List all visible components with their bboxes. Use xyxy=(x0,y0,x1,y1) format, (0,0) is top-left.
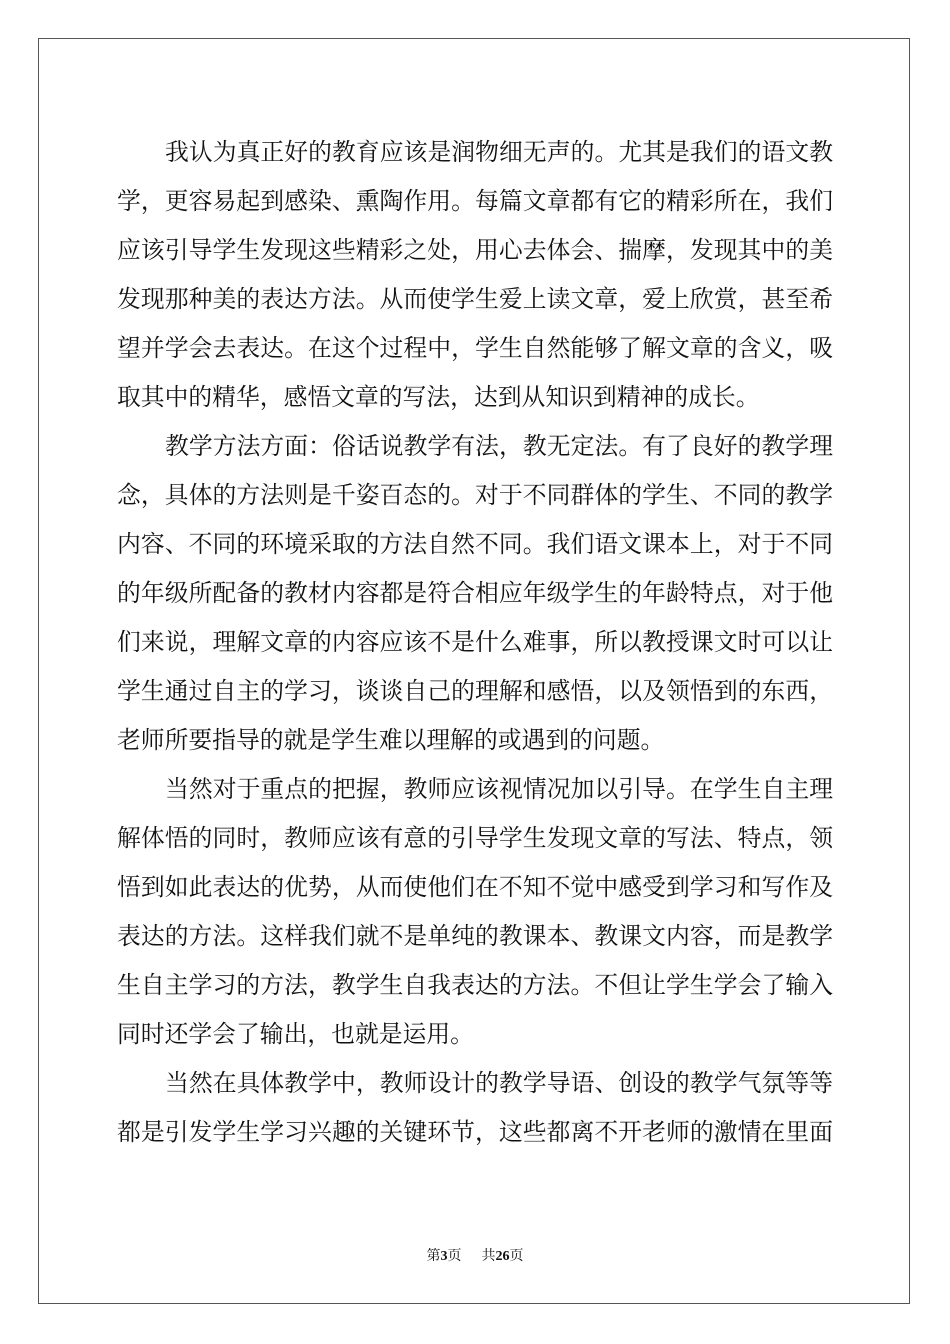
text-line: 生自主学习的方法，教学生自我表达的方法。不但让学生学会了输入 xyxy=(117,971,833,999)
text-line: 发现那种美的表达方法。从而使学生爱上读文章，爱上欣赏，甚至希 xyxy=(117,285,833,313)
text-line: 当然在具体教学中，教师设计的教学导语、创设的教学气氛等等 xyxy=(165,1069,833,1097)
total-suffix: 页 xyxy=(509,1249,524,1264)
text-line: 应该引导学生发现这些精彩之处，用心去体会、揣摩，发现其中的美 xyxy=(117,236,833,264)
text-line: 悟到如此表达的优势，从而使他们在不知不觉中感受到学习和写作及 xyxy=(117,873,833,901)
page-prefix: 第 xyxy=(426,1249,441,1264)
text-line: 都是引发学生学习兴趣的关键环节，这些都离不开老师的激情在里面 xyxy=(117,1118,833,1146)
total-prefix: 共 xyxy=(481,1249,496,1264)
page-footer xyxy=(0,1245,950,1265)
paragraph xyxy=(117,765,833,1059)
paragraph xyxy=(117,128,833,422)
text-line: 内容、不同的环境采取的方法自然不同。我们语文课本上，对于不同 xyxy=(117,530,833,558)
text-line: 同时还学会了输出，也就是运用。 xyxy=(117,1020,474,1048)
page-number: 3 xyxy=(440,1249,448,1264)
text-line: 们来说，理解文章的内容应该不是什么难事，所以教授课文时可以让 xyxy=(117,628,833,656)
text-line: 望并学会去表达。在这个过程中，学生自然能够了解文章的含义，吸 xyxy=(117,334,833,362)
text-line: 教学方法方面：俗话说教学有法，教无定法。有了良好的教学理 xyxy=(165,432,833,460)
text-line: 学，更容易起到感染、熏陶作用。每篇文章都有它的精彩所在，我们 xyxy=(117,187,833,215)
text-line: 老师所要指导的就是学生难以理解的或遇到的问题。 xyxy=(117,726,665,754)
text-line: 的年级所配备的教材内容都是符合相应年级学生的年龄特点，对于他 xyxy=(117,579,833,607)
paragraph xyxy=(117,1059,833,1157)
text-line: 念，具体的方法则是千姿百态的。对于不同群体的学生、不同的教学 xyxy=(117,481,833,509)
text-line: 学生通过自主的学习，谈谈自己的理解和感悟，以及领悟到的东西， xyxy=(117,677,833,705)
document-body xyxy=(117,128,833,1157)
text-line: 当然对于重点的把握，教师应该视情况加以引导。在学生自主理 xyxy=(165,775,833,803)
total-pages: 26 xyxy=(495,1249,510,1264)
text-line: 取其中的精华，感悟文章的写法，达到从知识到精神的成长。 xyxy=(117,383,760,411)
paragraph xyxy=(117,422,833,765)
text-line: 解体悟的同时，教师应该有意的引导学生发现文章的写法、特点，领 xyxy=(117,824,833,852)
text-line: 表达的方法。这样我们就不是单纯的教课本、教课文内容，而是教学 xyxy=(117,922,833,950)
page-suffix: 页 xyxy=(447,1249,462,1264)
text-line: 我认为真正好的教育应该是润物细无声的。尤其是我们的语文教 xyxy=(165,138,833,166)
